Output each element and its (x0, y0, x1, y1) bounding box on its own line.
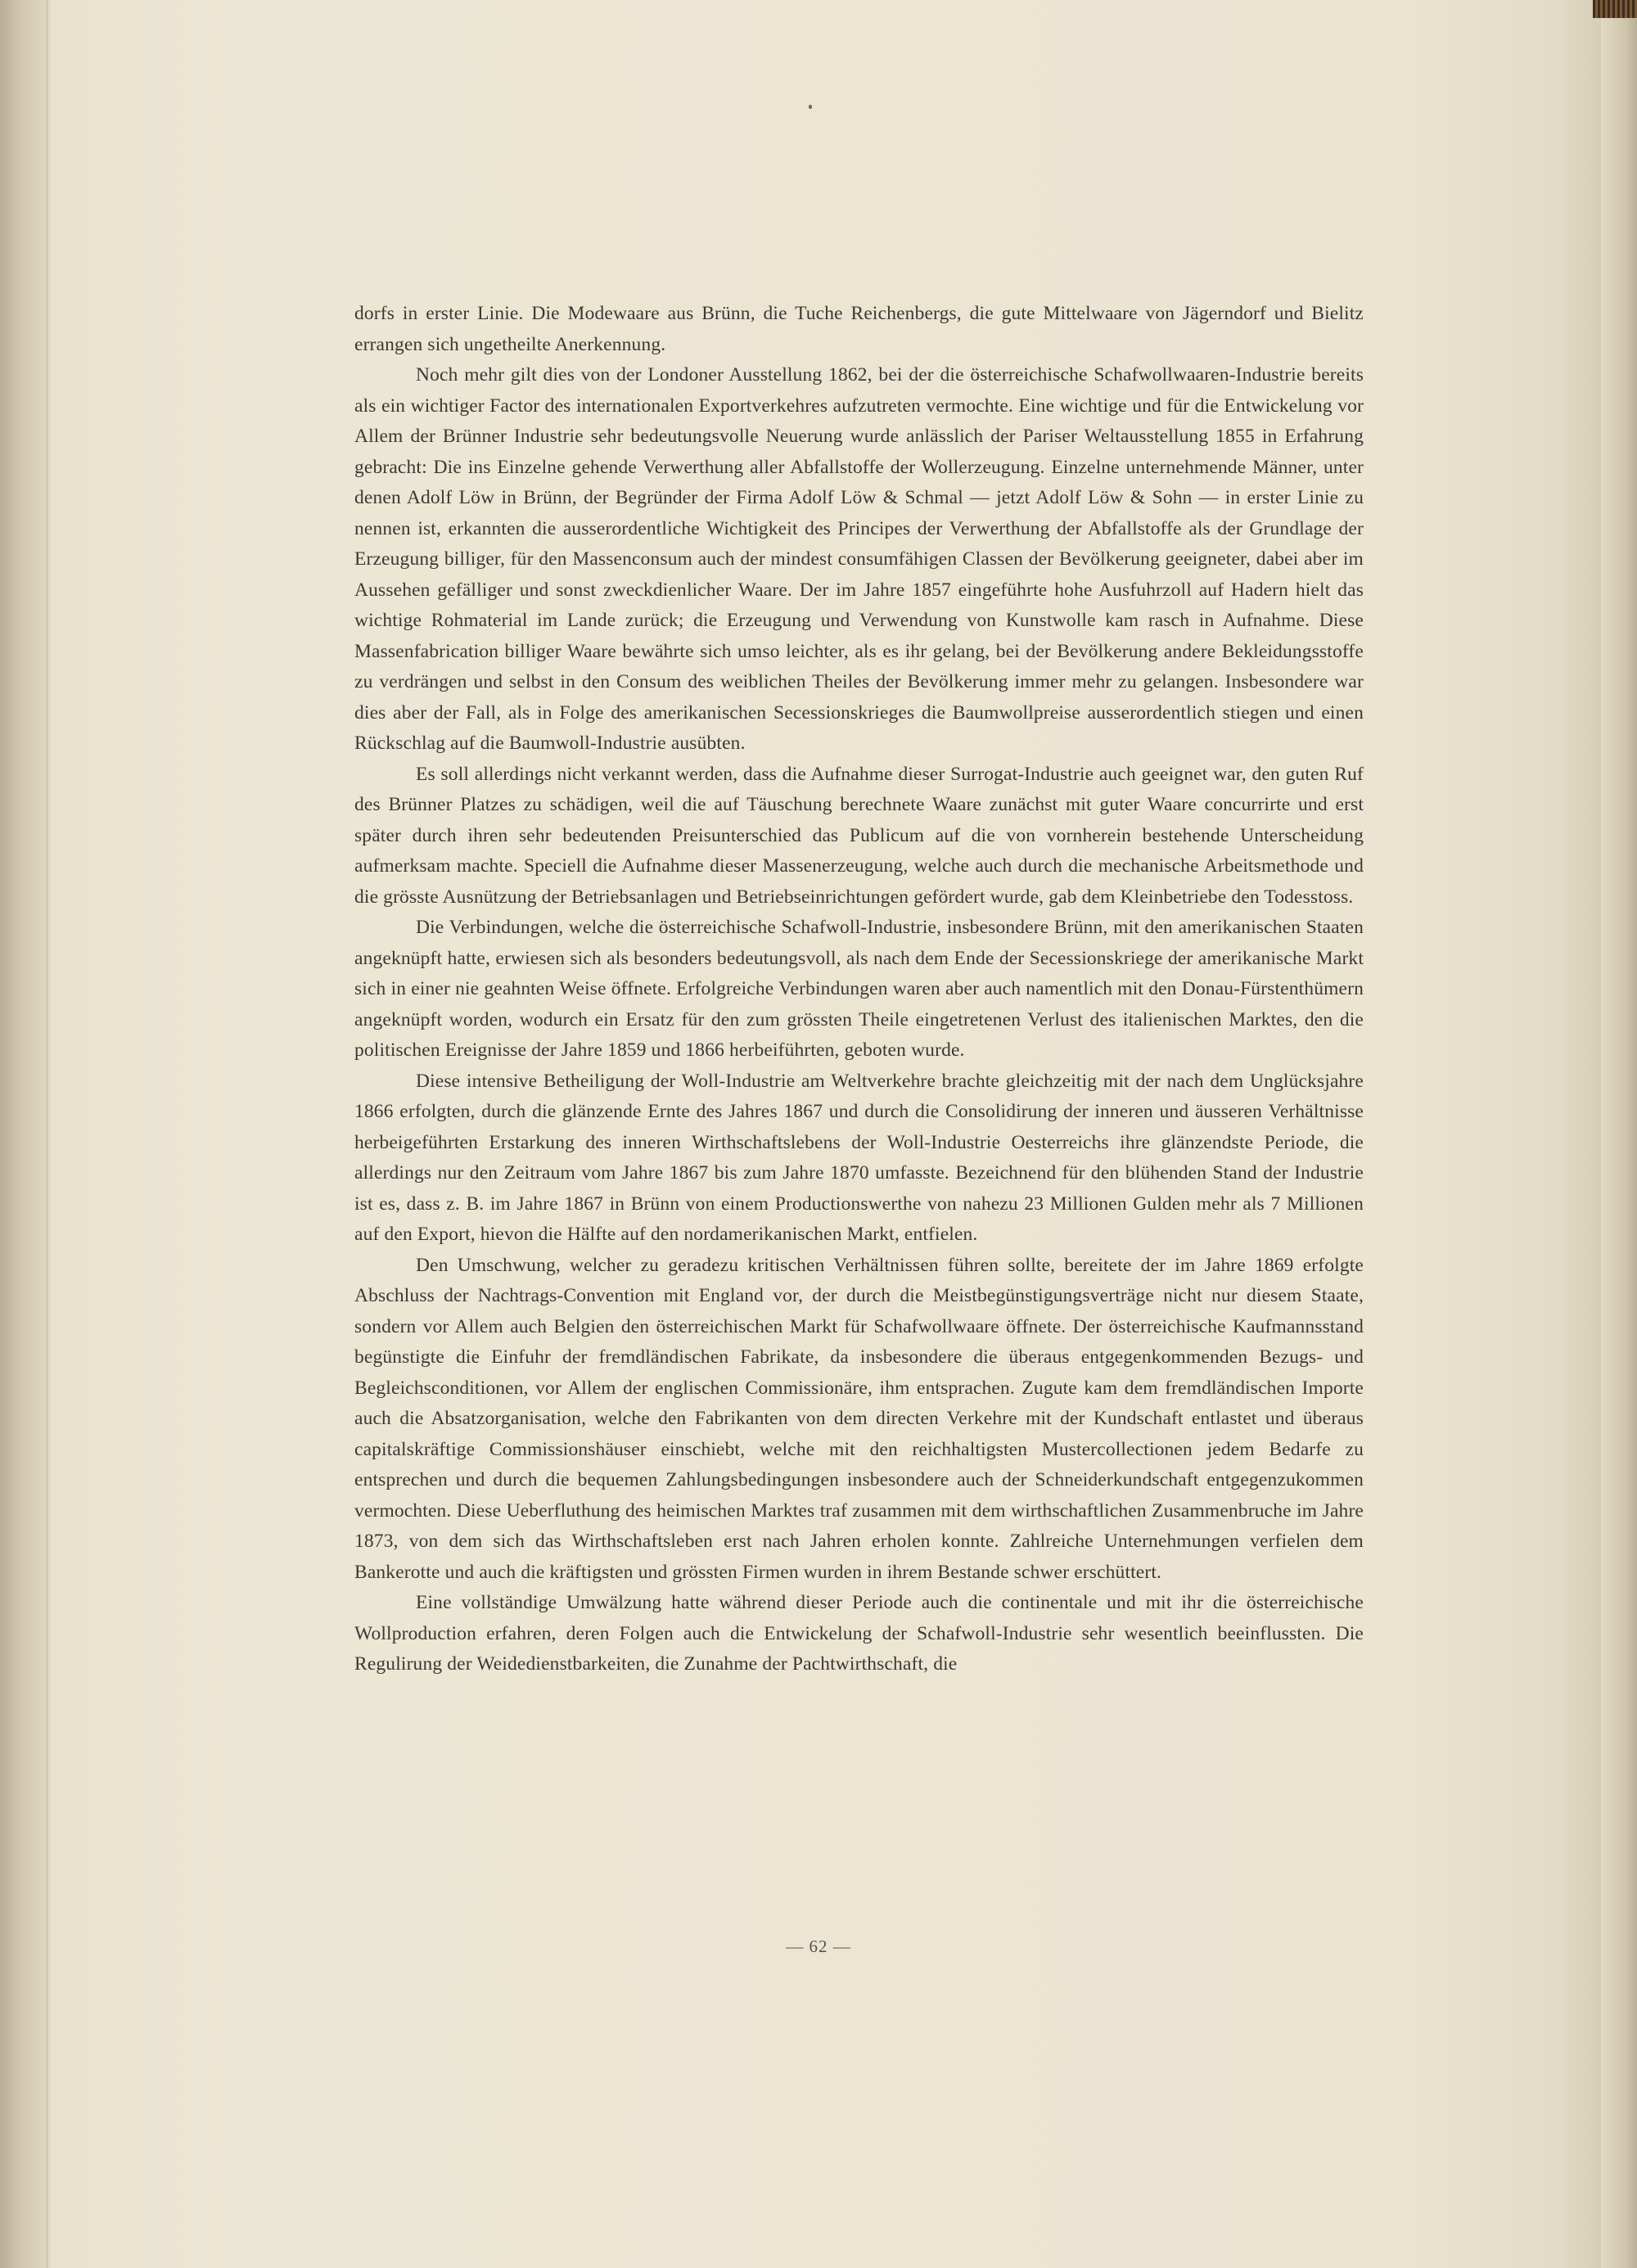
paragraph: Noch mehr gilt dies von der Londoner Ausstellung 1862, bei der die österreichische Schafwollwaaren-Industrie bereits als ein wichtiger Factor des internationalen Exportverkehres aufzutreten vermochte. Eine wichtige und für die Entwickelung vor Allem der Brünner Industrie sehr bedeutungsvolle Neuerung wurde anlässlich der Pariser Weltausstellung 1855 in Erfahrung gebracht: Die ins Einzelne gehende Verwerthung aller Abfallstoffe der Wollerzeugung. Einzelne unternehmende Männer, unter denen Adolf Löw in Brünn, der Begründer der Firma Adolf Löw & Schmal — jetzt Adolf Löw & Sohn — in erster Linie zu nennen ist, erkannten die ausserordentliche Wichtigkeit des Principes der Verwerthung der Abfallstoffe als der Grundlage der Erzeugung billiger, für den Massenconsum auch der mindest consumfähigen Classen der Bevölkerung geeigneter, dabei aber im Aussehen gefälliger und sonst zweckdienlicher Waare. Der im Jahre 1857 eingeführte hohe Ausfuhrzoll auf Hadern hielt das wichtige Rohmaterial im Lande zurück; die Erzeugung und Verwendung von Kunstwolle kam rasch in Aufnahme. Diese Massenfabrication billiger Waare bewährte sich umso leichter, als es ihr gelang, bei der Bevölkerung andere Bekleidungsstoffe zu verdrängen und selbst in den Consum des weiblichen Theiles der Bevölkerung immer mehr zu gelangen. Insbesondere war dies aber der Fall, als in Folge des amerikanischen Secessionskrieges die Baumwollpreise ausserordentlich stiegen und einen Rückschlag auf die Baumwoll-Industrie ausübten. (354, 364, 1364, 754)
page-edge (1601, 0, 1637, 2268)
body-text (354, 299, 1364, 1680)
paragraph: Diese intensive Betheiligung der Woll-Industrie am Weltverkehre brachte gleichzeitig mit der nach dem Unglücksjahre 1866 erfolgten, durch die glänzende Ernte des Jahres 1867 und durch die Consolidirung der inneren und äusseren Verhältnisse herbeigeführten Erstarkung des inneren Wirthschaftslebens der Woll-Industrie Oesterreichs ihre glänzendste Periode, die allerdings nur den Zeitraum vom Jahre 1867 bis zum Jahre 1870 umfasste. Bezeichnend für den blühenden Stand der Industrie ist es, dass z. B. im Jahre 1867 in Brünn von einem Productionswerthe von nahezu 23 Millionen Gulden mehr als 7 Millionen auf den Export, hievon die Hälfte auf den nordamerikanischen Markt, entfielen. (354, 1070, 1364, 1245)
paragraph: Eine vollständige Umwälzung hatte während dieser Periode auch die continentale und mit ihr die österreichische Wollproduction erfahren, deren Folgen auch die Entwickelung der Schafwoll-Industrie sehr wesentlich beeinflussten. Die Regulirung der Weidedienstbarkeiten, die Zunahme der Pachtwirthschaft, die (354, 1592, 1364, 1675)
paragraph: Den Umschwung, welcher zu geradezu kritischen Verhältnissen führen sollte, bereitete der im Jahre 1869 erfolgte Abschluss der Nachtrags-Convention mit England vor, der durch die Meistbegünstigungsverträge nicht nur diesem Staate, sondern vor Allem auch Belgien den österreichischen Markt für Schafwollwaare öffnete. Der österreichische Kaufmannsstand begünstigte die Einfuhr der fremdländischen Fabrikate, da insbesondere die überaus entgegenkommenden Bezugs- und Begleichsconditionen, vor Allem der englischen Commissionäre, ihm entsprachen. Zugute kam dem fremdländischen Importe auch die Absatzorganisation, welche den Fabrikanten von dem directen Verkehre mit der Kundschaft entlastet und überaus capitalskräftige Commissionshäuser einschiebt, welche mit den reichhaltigsten Mustercollectionen jedem Bedarfe zu entsprechen und durch die bequemen Zahlungsbedingungen insbesondere auch der Schneiderkundschaft entgegenzukommen vermochten. Diese Ueberfluthung des heimischen Marktes traf zusammen mit dem wirthschaftlichen Zusammenbruche im Jahre 1873, von dem sich das Wirthschaftsleben erst nach Jahren erholen konnte. Zahlreiche Unternehmungen verfielen dem Bankerotte und auch die kräftigsten und grössten Firmen wurden in ihrem Bestande schwer erschüttert. (354, 1254, 1364, 1583)
paragraph: Die Verbindungen, welche die österreichische Schafwoll-Industrie, insbesondere Brünn, mit den amerikanischen Staaten angeknüpft hatte, erwiesen sich als besonders bedeutungsvoll, als nach dem Ende der Secessionskriege der amerikanische Markt sich in einer nie geahnten Weise öffnete. Erfolgreiche Verbindungen waren aber auch namentlich mit den Donau-Fürstenthümern angeknüpft worden, wodurch ein Ersatz für den zum grössten Theile eingetretenen Verlust des italienischen Marktes, den die politischen Ereignisse der Jahre 1859 und 1866 herbeiführten, geboten wurde. (354, 917, 1364, 1061)
binding-line (46, 0, 48, 2268)
paragraph: dorfs in erster Linie. Die Modewaare aus Brünn, die Tuche Reichenbergs, die gute Mittelwaare von Jägerndorf und Bielitz errangen sich ungetheilte Anerkennung. (354, 303, 1364, 355)
paper-speck (809, 105, 812, 109)
page-number: — 62 — (786, 1937, 851, 1956)
bookmark-ribbon (1593, 0, 1637, 18)
paragraph: Es soll allerdings nicht verkannt werden, dass die Aufnahme dieser Surrogat-Industrie auch geeignet war, den guten Ruf des Brünner Platzes zu schädigen, weil die auf Täuschung berechnete Waare zunächst mit guter Waare concurrirte und erst später durch ihren sehr bedeutenden Preisunterschied das Publicum auf die von vornherein bestehende Unterscheidung aufmerksam machte. Speciell die Aufnahme dieser Massenerzeugung, welche auch durch die mechanische Arbeitsmethode und die grösste Ausnützung der Betriebsanlagen und Betriebseinrichtungen gefördert wurde, gab dem Kleinbetriebe den Todesstoss. (354, 763, 1364, 908)
binding-gutter (0, 0, 51, 2268)
